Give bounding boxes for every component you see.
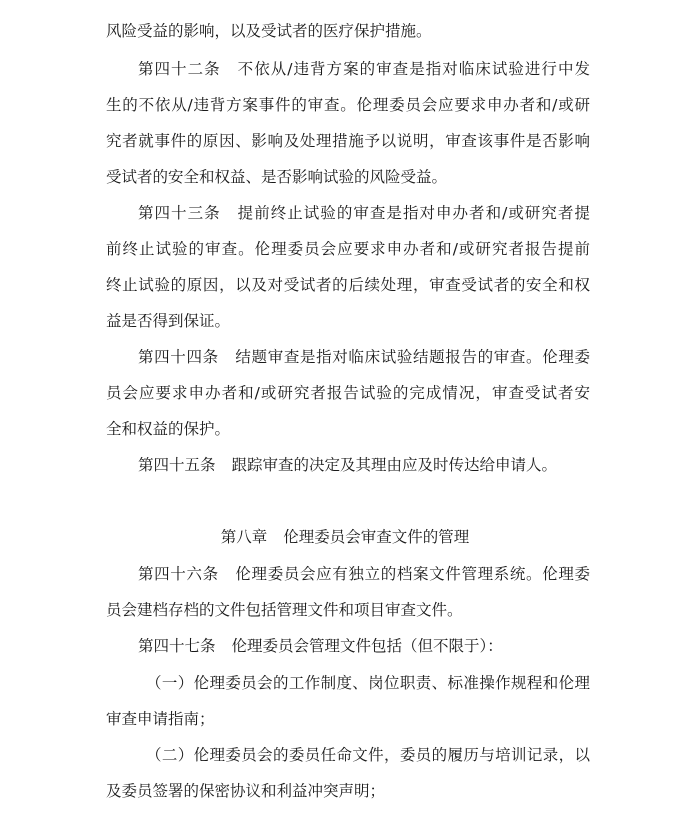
item-1-line-2 bbox=[106, 704, 590, 734]
text: 受试者的安全和权益、是否影响试验的风险受益。 bbox=[106, 168, 448, 186]
text: 员会建档存档的文件包括管理文件和项目审查文件。 bbox=[106, 601, 463, 619]
article-46-number: 第四十六条 bbox=[138, 565, 219, 583]
text: 全和权益的保护。 bbox=[106, 420, 231, 438]
article-45-text: 跟踪审查的决定及其理由应及时传达给申请人。 bbox=[231, 456, 558, 474]
article-42-line-2 bbox=[106, 90, 590, 120]
article-42-line-4 bbox=[106, 162, 590, 192]
article-44-line-2 bbox=[106, 378, 590, 408]
text: （二）伦理委员会的委员任命文件，委员的履历与培训记录，以 bbox=[146, 746, 590, 764]
text: 及委员签署的保密协议和利益冲突声明； bbox=[106, 782, 386, 800]
article-47-line-1 bbox=[138, 631, 590, 661]
text: （一）伦理委员会的工作制度、岗位职责、标准操作规程和伦理 bbox=[146, 674, 590, 692]
text: 生的不依从/违背方案事件的审查。伦理委员会应要求申办者和/或研 bbox=[106, 96, 590, 114]
article-43-number: 第四十三条 bbox=[138, 204, 221, 222]
text: 前终止试验的审查。伦理委员会应要求申办者和/或研究者报告提前 bbox=[106, 240, 590, 258]
item-1-line-1 bbox=[146, 668, 590, 698]
article-42-line-1 bbox=[138, 54, 590, 84]
text: 益是否得到保证。 bbox=[106, 312, 231, 330]
text: 审查申请指南； bbox=[106, 710, 215, 728]
article-46-line-2 bbox=[106, 595, 590, 625]
article-47-text: 伦理委员会管理文件包括（但不限于）： bbox=[231, 637, 503, 655]
article-43-text: 提前终止试验的审查是指对申办者和/或研究者提 bbox=[236, 204, 590, 222]
text: 员会应要求申办者和/或研究者报告试验的完成情况，审查受试者安 bbox=[106, 384, 590, 402]
text: 究者就事件的原因、影响及处理措施予以说明，审查该事件是否影响 bbox=[106, 132, 590, 150]
item-2-line-1 bbox=[146, 740, 590, 770]
article-46-text: 伦理委员会应有独立的档案文件管理系统。伦理委 bbox=[234, 565, 590, 583]
article-44-line-1 bbox=[138, 342, 590, 372]
article-42-number: 第四十二条 bbox=[138, 60, 221, 78]
text: 终止试验的原因，以及对受试者的后续处理，审查受试者的安全和权 bbox=[106, 276, 590, 294]
article-44-text: 结题审查是指对临床试验结题报告的审查。伦理委 bbox=[234, 348, 590, 366]
chapter-heading bbox=[0, 522, 690, 552]
article-43-line-4 bbox=[106, 306, 590, 336]
article-45-line-1 bbox=[138, 450, 590, 480]
article-46-line-1 bbox=[138, 559, 590, 589]
article-44-line-3 bbox=[106, 414, 590, 444]
article-45-number: 第四十五条 bbox=[138, 456, 216, 474]
article-42-line-3 bbox=[106, 126, 590, 156]
article-43-line-2 bbox=[106, 234, 590, 264]
article-44-number: 第四十四条 bbox=[138, 348, 219, 366]
chapter-title: 伦理委员会审查文件的管理 bbox=[283, 528, 470, 546]
article-43-line-3 bbox=[106, 270, 590, 300]
article-43-line-1 bbox=[138, 198, 590, 228]
article-41-line-1 bbox=[106, 16, 590, 46]
article-47-number: 第四十七条 bbox=[138, 637, 216, 655]
chapter-number: 第八章 bbox=[220, 528, 268, 546]
article-42-text: 不依从/违背方案的审查是指对临床试验进行中发 bbox=[236, 60, 590, 78]
text: 风险受益的影响，以及受试者的医疗保护措施。 bbox=[106, 22, 432, 40]
item-2-line-2 bbox=[106, 776, 590, 806]
